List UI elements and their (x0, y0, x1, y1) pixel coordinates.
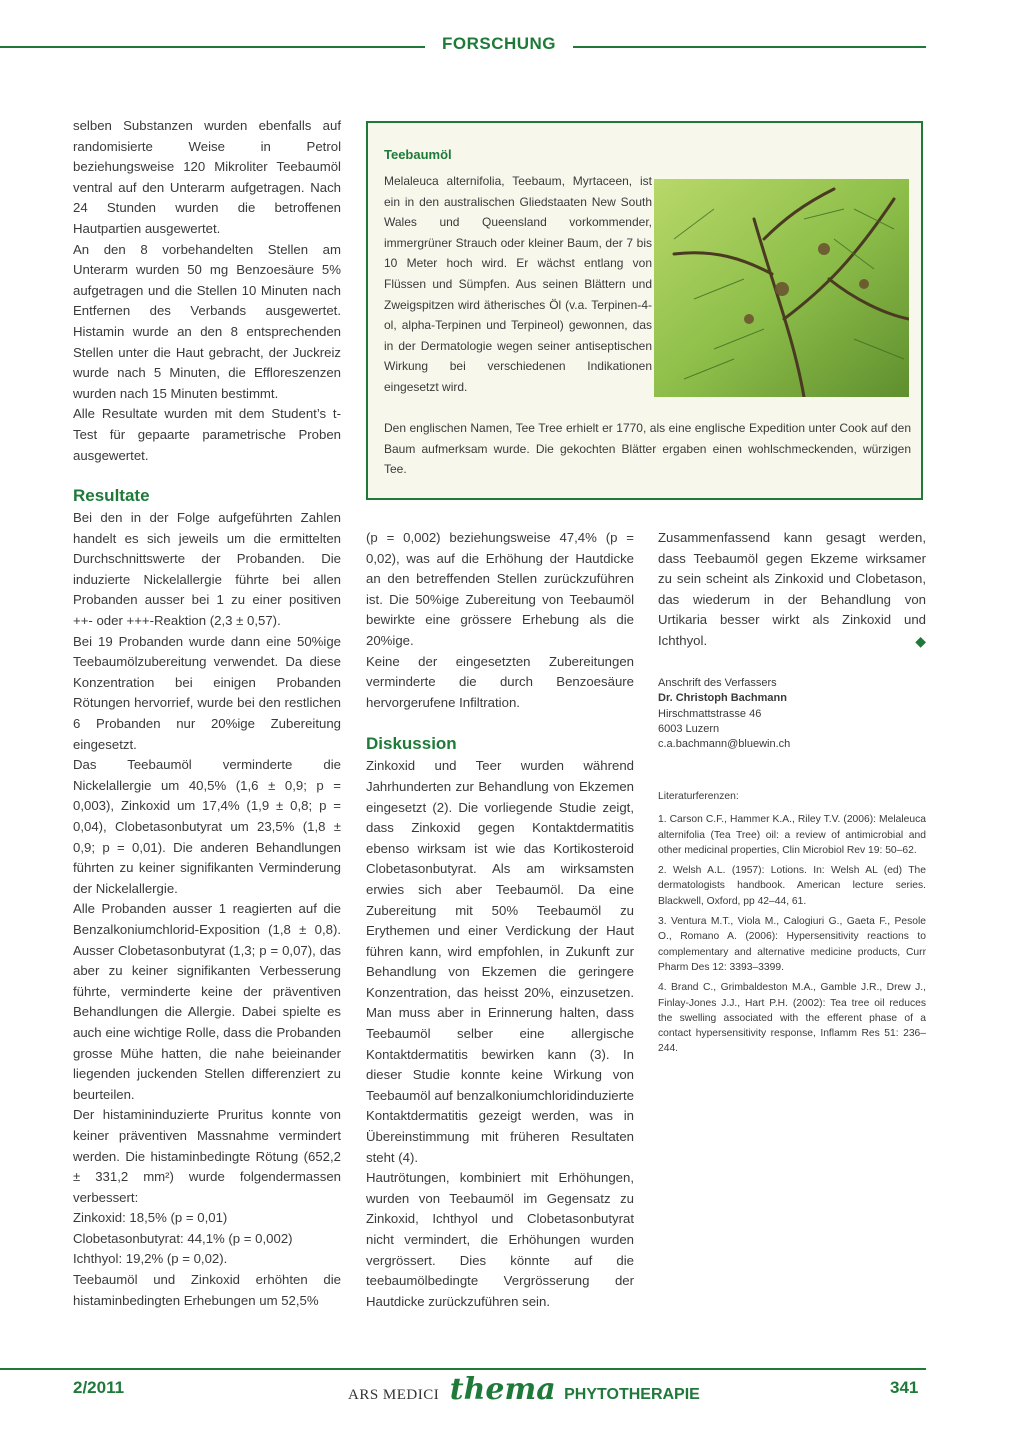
col1-paragraph: Der histamininduzierte Pruritus konnte von keiner präventiven Massnahme vermindert werden. Die histaminbedingte Rötung (652,2 ± 331,2 mm²) wurde folgendermassen verbessert: (73, 1107, 341, 1205)
reference-item: 1. Carson C.F., Hammer K.A., Riley T.V. (2006): Melaleuca alternifolia (Tea Tree) oil: a review of antimicrobial and other medicinal properties, Clin Microbiol Rev 19: 50–62. (658, 814, 926, 856)
col1-list-item: Ichthyol: 19,2% (p = 0,02). (73, 1251, 228, 1267)
author-address (658, 676, 790, 752)
col1-paragraph: An den 8 vorbehandelten Stellen am Unterarm wurden 50 mg Benzoesäure 5% aufgetragen und die Stellen 10 Minuten nach Entfernen des Verbands ausgewertet. Histamin wurde an den 8 entsprechenden Stellen unter die Haut gebracht, der Juckreiz wurde nach 5 Minuten, die Effloreszenzen wurden nach 15 Minuten bestimmt. (73, 241, 341, 401)
address-city: 6003 Luzern (658, 722, 720, 735)
address-label: Anschrift des Verfassers (658, 677, 777, 689)
col3-paragraph-text: Zusammenfassend kann gesagt werden, dass Teebaumöl gegen Ekzeme wirksamer zu sein scheint als Zinkoxid und Clobetason, das wiederum in der Behandlung von Urtikaria besser wirkt als Zinkoxid und Ichthyol. (658, 530, 926, 648)
brand-name: ARS MEDICI (348, 1387, 440, 1403)
col1-paragraph: Alle Resultate wurden mit dem Student’s t-Test für gepaarte parametrische Proben ausgewertet. (73, 406, 341, 463)
col3-paragraph (658, 528, 926, 652)
header-rule-right (573, 46, 926, 48)
col2-paragraph: Zinkoxid und Teer wurden während Jahrhunderten zur Behandlung von Ekzemen eingesetzt (2). Die vorliegende Studie zeigt, dass Zinkoxid gegen Kontaktdermatitis ebenso wirksam ist wie das Kortikosteroid Clobetasonbutyrat. Als am wirksamsten erwies sich aber Teebaumöl. Da eine Zubereitung mit 50% Teebaumöl zu Erythemen und einer Verdickung der Haut führen kann, wird empfohlen, in Zukunft zur Behandlung von Ekzemen die geringere Konzentration, das heisst 20%, einzusetzen. Man muss aber in Erinnerung halten, dass Teebaumöl selber eine allergische Kontaktdermatitis bewirken kann (3). In dieser Studie konnte keine Wirkung von Teebaumöl auf benzalkoniumchloridinduzierte Kontaktdermatitis gezeigt werden, was in Übereinstimmung mit früheren Resultaten steht (4). (366, 758, 634, 1165)
col2-paragraph: Hautrötungen, kombiniert mit Erhöhungen, wurden von Teebaumöl im Gegensatz zu Zinkoxid, Ichthyol und Clobetasonbutyrat nicht vermindert, die Erhöhungen wurden vergrössert. Dies könnte auf die teebaumölbedingte Vergrösserung der Hautdicke zurückzuführen sein. (366, 1170, 634, 1309)
brand-script: thema (449, 1372, 556, 1407)
heading-diskussion: Diskussion (366, 734, 457, 754)
col1-paragraph: Bei 19 Probanden wurde dann eine 50%ige Teebaumölzubereitung verwendet. Da diese Konzentration bei einigen Probanden Rötungen hervorrief, wurde bei den restlichen 6 Probanden nur 20%ige Zubereitung eingesetzt. (73, 633, 341, 752)
issue-number: 2/2011 (73, 1378, 125, 1397)
author-email: c.a.bachmann@bluewin.ch (658, 738, 791, 751)
tea-tree-photo (654, 179, 909, 397)
column-1 (73, 116, 341, 1311)
info-box-text: Melaleuca alternifolia, Teebaum, Myrtaceen, ist ein in den australischen Gliedstaaten New South Wales und Queensland vorkommender, immergrüner Strauch oder kleiner Baum, der 7 bis 10 Meter hoch wird. Er wächst entlang von Flüssen und Sümpfen. Aus seinen Blättern und Zweigspitzen wird ätherisches Öl (v.a. Terpinen-4-ol, alpha-Terpinen und Terpineol) gewonnen, das in der Dermatologie wegen seiner antiseptischen Wirkung bei verschiedenen Indikationen eingesetzt wird. (384, 174, 652, 394)
col2-paragraph: (p = 0,002) beziehungsweise 47,4% (p = 0,02), was auf die Erhöhung der Hautdicke an den betreffenden Stellen zurückzuführen ist. Die 50%ige Zubereitung von Teebaumöl bewirkte eine grössere Erhebung als die 20%ige. (366, 530, 634, 648)
col1-paragraph: Das Teebaumöl verminderte die Nickelallergie um 40,5% (1,6 ± 0,9; p = 0,003), Zinkoxid um 17,4% (1,9 ± 0,8; p = 0,04), Clobetasonbutyrat um 23,5% (1,8 ± 0,9; p = 0,01). Die anderen Behandlungen führten zu keiner signifikanten Verminderung der Nickelallergie. (73, 757, 341, 896)
diamond-icon: ◆ (915, 632, 926, 649)
footer-rule (0, 1368, 926, 1370)
col1-list-item: Clobetasonbutyrat: 44,1% (p = 0,002) (73, 1230, 293, 1246)
header-rule-left (0, 46, 425, 48)
col1-list-item: Zinkoxid: 18,5% (p = 0,01) (73, 1210, 228, 1226)
heading-resultate: Resultate (73, 486, 150, 506)
references (658, 789, 926, 1062)
col1-paragraph: Teebaumöl und Zinkoxid erhöhten die histaminbedingten Erhebungen um 52,5% (73, 1272, 341, 1308)
address-street: Hirschmattstrasse 46 (658, 707, 762, 720)
references-label: Literaturferenzen: (658, 791, 739, 802)
reference-item: 2. Welsh A.L. (1957): Lotions. In: Welsh AL (ed) The dermatologists handbook. American lecture series. Blackwell, Oxford, pp 42–44, 61. (658, 865, 926, 907)
col1-paragraph: Bei den in der Folge aufgeführten Zahlen handelt es sich jeweils um die ermittelten Durchschnittswerte der Probanden. Die induzierte Nickelallergie führte bei allen Probanden ausser bei 1 zu einer positiven ++- oder +++-Reaktion (2,3 ± 0,57). (73, 510, 341, 629)
info-box-text-2: Den englischen Namen, Tee Tree erhielt er 1770, als eine englische Expedition unter Cook auf den Baum aufmerksam wurde. Die gekochten Blätter ergaben einen wohlschmeckenden, würzigen Tee. (384, 421, 911, 477)
reference-item: 3. Ventura M.T., Viola M., Calogiuri G., Gaeta F., Pesole O., Romano A. (2006): Hypersensitivity reactions to complementary and alternative medicine products, Curr Pharm Des 12: 3393–3399. (658, 916, 926, 973)
col2-paragraph: Keine der eingesetzten Zubereitungen verminderte die durch Benzoesäure hervorgerufene Infiltration. (366, 653, 634, 710)
reference-item: 4. Brand C., Grimbaldeston M.A., Gamble J.R., Drew J., Finlay-Jones J.J., Hart P.H. (2002): Tea tree oil reduces the swelling associated with the efferent phase of a contact hypersensitivity response, Inflamm Res 51: 236–244. (658, 982, 926, 1055)
page-number: 341 (890, 1378, 919, 1397)
column-2 (366, 528, 634, 1312)
topic-label: PHYTOTHERAPIE (564, 1386, 700, 1403)
col1-paragraph: selben Substanzen wurden ebenfalls auf randomisierte Weise in Petrol beziehungsweise 120 Mikroliter Teebaumöl ventral auf den Unterarm aufgetragen. Nach 24 Stunden wurden die betroffenen Hautpartien ausgewertet. (73, 118, 341, 236)
col1-paragraph: Alle Probanden ausser 1 reagierten auf die Benzalkoniumchlorid-Exposition (1,8 ± 0,8). Ausser Clobetasonbutyrat (1,3; p = 0,07), das aber zu keiner signifikanten Verbesserung führte, verminderte keine der präventiven Behandlungen die Allergie. Dabei spielte es auch eine wichtige Rolle, dass die Probanden grosse Mühe hatten, die nahe beieinander liegenden juckenden Stellen differenziert zu beurteilen. (73, 901, 341, 1102)
author-name: Dr. Christoph Bachmann (658, 692, 787, 705)
footer-logo (348, 1372, 700, 1406)
column-3 (658, 528, 926, 652)
info-box-teebaumoel (366, 121, 923, 500)
section-title: FORSCHUNG (441, 34, 557, 53)
info-box-title: Teebaumöl (384, 147, 452, 162)
